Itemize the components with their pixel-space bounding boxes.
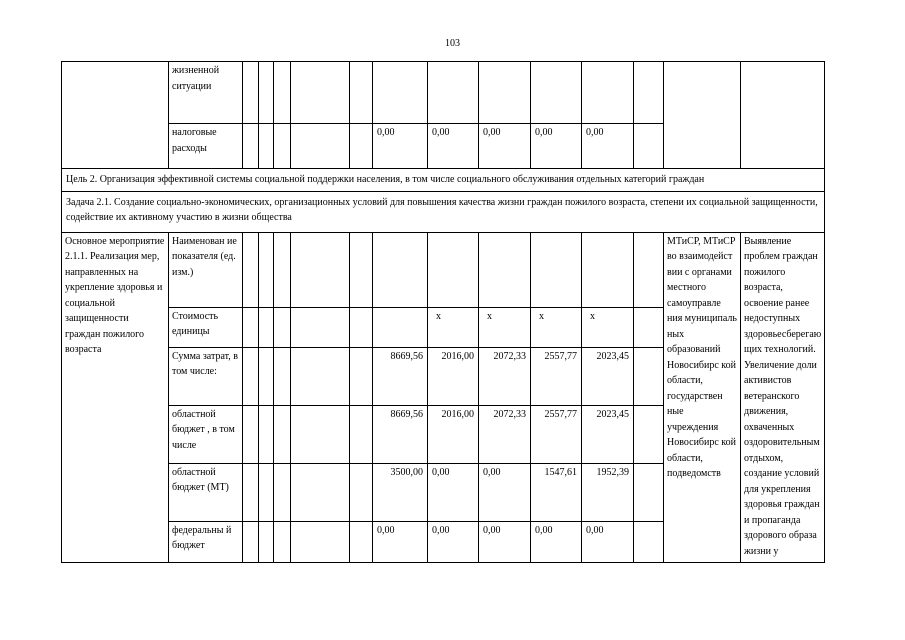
empty-cell	[373, 232, 428, 307]
executor-cell: МТиСР, МТиСР во взаимодейст вии с органами местного самоуправле ния муниципаль ных образований Новосибирс кой области, государствен ные учреждения Новосибирс кой области, подведомств	[664, 232, 741, 562]
value-cell: х	[531, 307, 582, 347]
empty-cell	[582, 62, 634, 124]
row-label: федеральны й бюджет	[169, 521, 243, 562]
empty-cell	[259, 232, 274, 307]
value-cell: 0,00	[428, 124, 479, 169]
empty-cell	[243, 463, 259, 521]
value-cell: 0,00	[531, 521, 582, 562]
empty-cell	[428, 62, 479, 124]
expected-result-cell: Выявление проблем граждан пожилого возраста, освоение ранее недоступных здоровьесберегаю щих технологий. Увеличение доли активистов ветеранского движения, охваченных оздоровительным отдыхом, создание условий для укрепления здоровья граждан и пропаганда здорового образа жизни у	[741, 232, 825, 562]
value-cell: 0,00	[479, 521, 531, 562]
empty-cell	[243, 521, 259, 562]
value-cell: 2023,45	[582, 347, 634, 405]
value-cell: 2023,45	[582, 405, 634, 463]
value-cell: 0,00	[531, 124, 582, 169]
table-row	[62, 62, 825, 124]
empty-cell	[274, 405, 291, 463]
empty-cell	[274, 463, 291, 521]
empty-cell	[259, 307, 274, 347]
empty-cell	[634, 347, 664, 405]
row-label: Наименован ие показателя (ед. изм.)	[169, 232, 243, 307]
empty-cell	[634, 307, 664, 347]
empty-cell	[243, 232, 259, 307]
empty-cell	[291, 405, 350, 463]
empty-cell	[243, 307, 259, 347]
empty-cell	[259, 463, 274, 521]
empty-cell	[259, 521, 274, 562]
table-row	[62, 191, 825, 232]
value-cell: 8669,56	[373, 347, 428, 405]
value-cell: 2016,00	[428, 405, 479, 463]
value-cell: 0,00	[479, 124, 531, 169]
empty-cell	[243, 124, 259, 169]
value-cell: 2072,33	[479, 405, 531, 463]
empty-cell	[291, 124, 350, 169]
empty-cell	[243, 62, 259, 124]
indicator-label: жизненной ситуации	[169, 62, 243, 124]
empty-cell	[350, 307, 373, 347]
empty-cell	[634, 124, 664, 169]
value-cell: 2072,33	[479, 347, 531, 405]
empty-cell	[582, 232, 634, 307]
empty-cell	[243, 405, 259, 463]
empty-cell	[350, 463, 373, 521]
value-cell: 0,00	[373, 521, 428, 562]
task-heading: Задача 2.1. Создание социально-экономических, организационных условий для повышения качества жизни граждан пожилого возраста, степени их социальной защищенности, содействие их активному участию в жизни общества	[62, 191, 825, 232]
empty-cell	[479, 62, 531, 124]
value-cell: 3500,00	[373, 463, 428, 521]
empty-cell	[350, 62, 373, 124]
row-label: Сумма затрат, в том числе:	[169, 347, 243, 405]
empty-cell	[274, 232, 291, 307]
value-cell: 0,00	[479, 463, 531, 521]
program-table	[61, 61, 825, 563]
empty-cell	[291, 307, 350, 347]
value-cell: 0,00	[428, 521, 479, 562]
activity-name: Основное мероприятие 2.1.1. Реализация мер, направленных на укрепление здоровья и социальной защищенности граждан пожилого возраста	[62, 232, 169, 562]
empty-cell	[634, 463, 664, 521]
value-cell: х	[479, 307, 531, 347]
empty-cell	[531, 62, 582, 124]
empty-cell	[350, 232, 373, 307]
empty-cell	[274, 521, 291, 562]
empty-cell	[634, 521, 664, 562]
empty-cell	[291, 521, 350, 562]
value-cell: 1952,39	[582, 463, 634, 521]
value-cell: х	[428, 307, 479, 347]
empty-cell	[274, 62, 291, 124]
table-row	[62, 169, 825, 192]
empty-cell	[428, 232, 479, 307]
value-cell: 0,00	[582, 124, 634, 169]
goal-heading: Цель 2. Организация эффективной системы социальной поддержки населения, в том числе социального обслуживания отдельных категорий граждан	[62, 169, 825, 192]
tax-expenses-label: налоговые расходы	[169, 124, 243, 169]
empty-cell	[291, 62, 350, 124]
empty-cell	[634, 62, 664, 124]
value-cell: 0,00	[373, 124, 428, 169]
value-cell: х	[582, 307, 634, 347]
value-cell: 0,00	[428, 463, 479, 521]
empty-cell	[243, 347, 259, 405]
empty-cell	[350, 347, 373, 405]
empty-cell	[531, 232, 582, 307]
empty-cell	[291, 347, 350, 405]
value-cell: 1547,61	[531, 463, 582, 521]
page-number: 103	[445, 38, 460, 49]
empty-cell	[634, 405, 664, 463]
empty-cell	[274, 347, 291, 405]
empty-cell	[259, 62, 274, 124]
empty-cell	[259, 405, 274, 463]
value-cell: 2016,00	[428, 347, 479, 405]
empty-cell	[373, 62, 428, 124]
empty-cell	[373, 307, 428, 347]
empty-cell	[259, 347, 274, 405]
value-cell: 8669,56	[373, 405, 428, 463]
value-cell: 2557,77	[531, 405, 582, 463]
empty-cell	[274, 307, 291, 347]
empty-cell	[350, 521, 373, 562]
empty-cell	[350, 124, 373, 169]
empty-cell	[634, 232, 664, 307]
empty-cell	[259, 124, 274, 169]
empty-cell	[479, 232, 531, 307]
row-label: Стоимость единицы	[169, 307, 243, 347]
row-label: областной бюджет (МТ)	[169, 463, 243, 521]
empty-cell	[350, 405, 373, 463]
table-row	[62, 232, 825, 307]
value-cell: 2557,77	[531, 347, 582, 405]
empty-cell	[291, 463, 350, 521]
empty-cell	[274, 124, 291, 169]
value-cell: 0,00	[582, 521, 634, 562]
empty-cell	[291, 232, 350, 307]
row-label: областной бюджет , в том числе	[169, 405, 243, 463]
